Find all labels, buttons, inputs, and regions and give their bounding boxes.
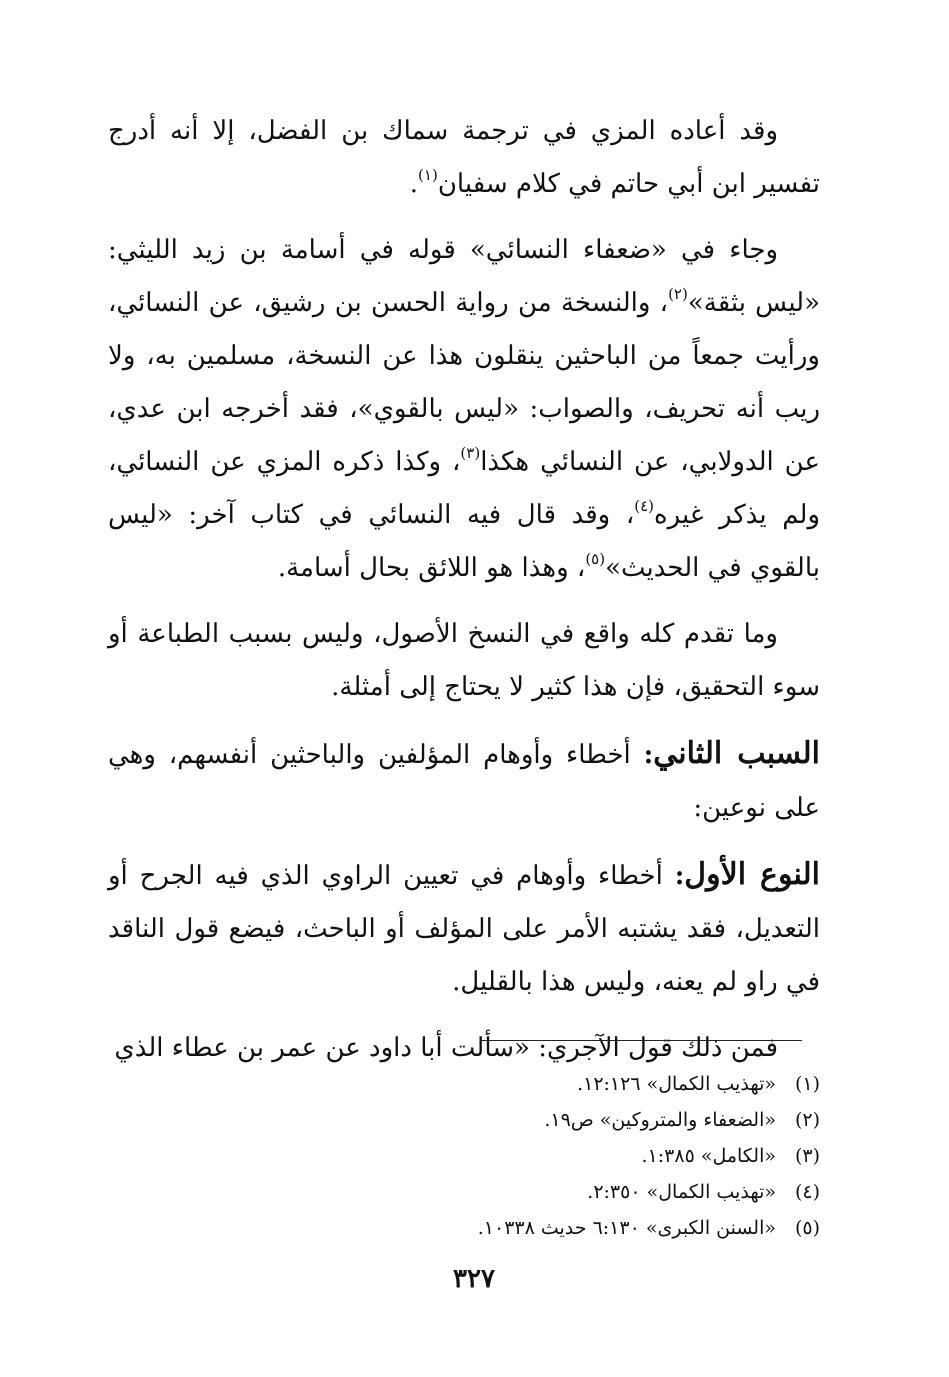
paragraph-2-segment-3: ، وكذا ذكره المزي عن النسائي، ولم يذكر غيره: [108, 447, 820, 530]
body-text: [108, 105, 820, 1088]
footnote-ref-1: (١): [418, 166, 438, 184]
footnote-5: [108, 1210, 820, 1246]
paragraph-1-text: وقد أعاده المزي في ترجمة سماك بن الفضل، إلا أنه أدرج تفسير ابن أبي حاتم في كلام سفيان: [108, 116, 820, 199]
page-number: ٣٢٧: [453, 1264, 495, 1294]
footnote-ref-5: (٥): [585, 550, 606, 568]
footnote-text: «تهذيب الكمال» ١٢:١٢٦.: [577, 1073, 776, 1095]
footnote-ref-3: (٣): [460, 444, 481, 462]
footnote-number: (٣): [794, 1145, 820, 1167]
paragraph-2-segment-4: ، وقد قال فيه النسائي في كتاب آخر: «ليس بالقوي في الحديث»: [108, 500, 820, 583]
paragraph-2-segment-5: ، وهذا هو اللائق بحال أسامة.: [277, 553, 586, 583]
footnote-number: (١): [794, 1073, 820, 1095]
paragraph-1-tail: .: [409, 169, 419, 199]
paragraph-2-segment-1: وجاء في «ضعفاء النسائي» قوله في أسامة بن زيد الليثي: «ليس بثقة»: [108, 235, 821, 318]
paragraph-4: [108, 727, 820, 835]
footnote-ref-2: (٢): [668, 285, 688, 303]
footnote-1: [108, 1066, 820, 1102]
section-heading-second-cause: السبب الثاني: [653, 736, 821, 771]
footnote-text: «تهذيب الكمال» ٢:٣٥٠.: [587, 1181, 776, 1203]
footnote-number: (٤): [794, 1181, 820, 1203]
footnote-number: (٢): [794, 1109, 820, 1131]
paragraph-6-text: فمن ذلك قول الآجري: «سألت أبا داود عن عمر بن عطاء الذي: [114, 1033, 778, 1063]
footnote-2: [108, 1102, 820, 1138]
paragraph-4-text: أخطاء وأوهام المؤلفين والباحثين أنفسهم، وهي على نوعين:: [108, 740, 820, 823]
section-heading-colon: :: [674, 861, 685, 891]
footnote-text: «الضعفاء والمتروكين» ص١٩.: [544, 1109, 776, 1131]
section-heading-colon: :: [643, 740, 654, 770]
paragraph-5-text: أخطاء وأوهام في تعيين الراوي الذي فيه الجرح أو التعديل، فقد يشتبه الأمر على المؤلف أو الباحث، فيضع قول الناقد في راو لم يعنه، وليس هذا بالقليل.: [108, 861, 820, 997]
paragraph-5: [108, 848, 820, 1009]
footnote-ref-4: (٤): [634, 497, 654, 515]
paragraph-1: [108, 105, 820, 211]
paragraph-3-text: وما تقدم كله واقع في النسخ الأصول، وليس بسبب الطباعة أو سوء التحقيق، فإن هذا كثير لا يحتاج إلى أمثلة.: [108, 619, 820, 702]
footnote-4: [108, 1174, 820, 1210]
paragraph-2-segment-2: ، والنسخة من رواية الحسن بن رشيق، عن النسائي، ورأيت جمعاً من الباحثين ينقلون هذا عن النسخة، مسلمين به، ولا ريب أنه تحريف، والصواب: «ليس بالقوي»، فقد أخرجه ابن عدي، عن الدولابي، عن النسائي هكذا: [108, 288, 820, 477]
footnote-3: [108, 1138, 820, 1174]
footnote-text: «الكامل» ١:٣٨٥.: [641, 1145, 776, 1167]
footnote-text: «السنن الكبرى» ٦:١٣٠ حديث ١٠٣٣٨.: [477, 1217, 776, 1239]
footnote-number: (٥): [794, 1217, 820, 1239]
paragraph-3: [108, 608, 820, 714]
footnote-divider: [482, 1040, 802, 1041]
section-heading-first-type: النوع الأول: [684, 857, 820, 892]
paragraph-2: [108, 224, 820, 595]
footnotes: [108, 1066, 820, 1246]
